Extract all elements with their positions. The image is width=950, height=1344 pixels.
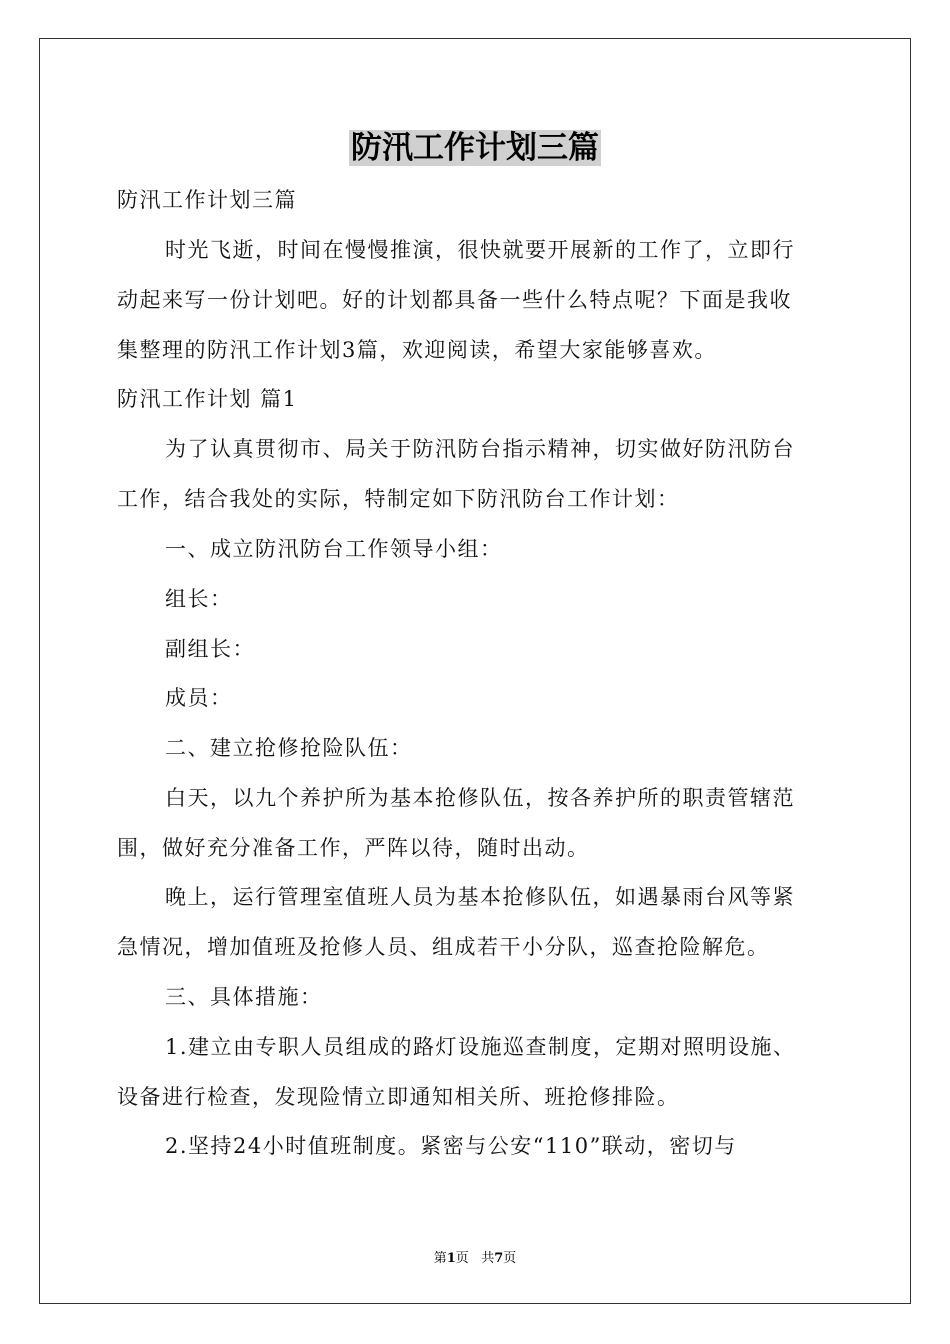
footer-total-prefix: 共 xyxy=(481,1251,495,1266)
paragraph-line: 1.建立由专职人员组成的路灯设施巡查制度，定期对照明设施、 xyxy=(165,1035,796,1059)
paragraph-line: 动起来写一份计划吧。好的计划都具备一些什么特点呢？下面是我收 xyxy=(117,288,792,312)
paragraph-line: 时光飞逝，时间在慢慢推演，很快就要开展新的工作了，立即行 xyxy=(165,238,795,262)
paragraph-line: 围，做好充分准备工作，严阵以待，随时出动。 xyxy=(117,836,590,860)
paragraph-line: 集整理的防汛工作计划3篇，欢迎阅读，希望大家能够喜欢。 xyxy=(117,338,717,362)
paragraph-line: 成员： xyxy=(165,686,233,710)
paragraph-line: 三、具体措施： xyxy=(165,985,323,1009)
paragraph-line: 急情况，增加值班及抢修人员、组成若干小分队，巡查抢险解危。 xyxy=(117,935,770,959)
paragraph-line: 一、成立防汛防台工作领导小组： xyxy=(165,537,503,561)
paragraph-line: 为了认真贯彻市、局关于防汛防台指示精神，切实做好防汛防台 xyxy=(165,437,795,461)
paragraph-line: 副组长： xyxy=(165,637,255,661)
paragraph-line: 2.坚持24小时值班制度。紧密与公安“110”联动，密切与 xyxy=(165,1134,737,1158)
paragraph-line: 二、建立抢修抢险队伍： xyxy=(165,736,413,760)
paragraph-line: 设备进行检查，发现险情立即通知相关所、班抢修排险。 xyxy=(117,1085,680,1109)
document-title xyxy=(0,128,950,168)
footer-page-prefix: 第 xyxy=(433,1251,447,1266)
footer-page-suffix: 页 xyxy=(455,1251,469,1266)
paragraph-line: 工作，结合我处的实际，特制定如下防汛防台工作计划： xyxy=(117,487,680,511)
section-heading: 防汛工作计划 篇1 xyxy=(117,387,298,411)
footer-total-number: 7 xyxy=(494,1251,504,1266)
paragraph-line: 白天，以九个养护所为基本抢修队伍，按各养护所的职责管辖范 xyxy=(165,786,795,810)
document-title-text: 防汛工作计划三篇 xyxy=(351,130,599,166)
paragraph-line: 组长： xyxy=(165,587,233,611)
page-footer xyxy=(0,1247,950,1266)
page-frame xyxy=(39,38,911,1304)
paragraph-line: 晚上，运行管理室值班人员为基本抢修队伍，如遇暴雨台风等紧 xyxy=(165,885,795,909)
subtitle-line: 防汛工作计划三篇 xyxy=(117,188,297,212)
footer-page-number: 1 xyxy=(446,1251,456,1266)
footer-total-suffix: 页 xyxy=(503,1251,517,1266)
